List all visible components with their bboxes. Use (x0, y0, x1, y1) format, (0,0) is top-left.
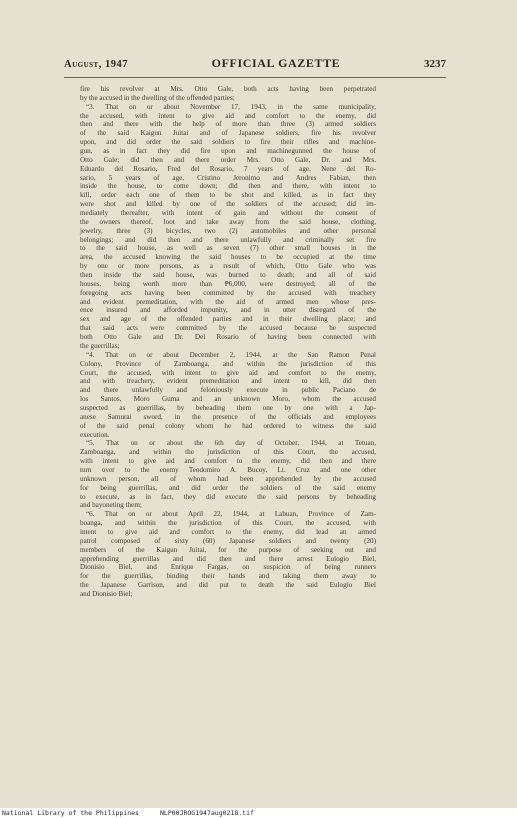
footer-library: National Library of the Philippines (2, 809, 139, 817)
text-line: Colony, Province of Zamboanga, and within the jurisdiction of this (80, 359, 376, 368)
scan-footer (0, 808, 517, 818)
text-line: anese Samurai sword, in the presence of the officials and employees (80, 412, 376, 421)
text-line: “5. That on or about the 6th day of October, 1944, at Tetuan, (86, 439, 376, 448)
text-line: and bayoneting them; (80, 501, 142, 510)
text-line: by one or more persons, as a result of which, Otto Gale who was (80, 262, 376, 271)
text-line: members of the Kaigun Juitai, for the purpose of seeking out and (80, 545, 376, 554)
text-line: Otto Gale; did then and there order Mrs. Otto Gale, Dr. and Mrs. (80, 155, 376, 164)
text-line: the Japanese Garrison, and did put to death the said Eulogio Biel (80, 581, 376, 590)
text-line: execution. (80, 430, 110, 439)
text-line: of the said penal colony whom he had ordered to witness the said (80, 421, 376, 430)
text-line: turn over to the enemy Teodomiro A. Bucoy, Lt. Cruz and one other (80, 465, 376, 474)
text-line: intent to give aid and comfort to the enemy, did lead an armed (80, 527, 376, 536)
text-line: that said acts were committed by the accused because he suspected (80, 324, 376, 333)
text-line: Court, the accused, with intent to give aid and comfort to the enemy, (80, 368, 376, 377)
text-line: “3. That on or about November 17, 1943, in the same municipality, (86, 102, 376, 111)
text-line: of the said Kaigun Juitai and of Japanese soldiers, fire his revolver (80, 129, 376, 138)
text-line: houses, being worth more than ₱6,000, were destroyed; all of the (80, 279, 376, 288)
text-line: gun, as in fact they did fire upon and machinegunned the house of (80, 147, 376, 156)
text-line: upon, and did order the said soldiers to fire their rifles and machine- (80, 138, 376, 147)
text-line: area, the accused knowing the said houses to be occupied at the time (80, 253, 376, 262)
text-line: boanga, and within the jurisdiction of this Court, the accused, with (80, 519, 376, 528)
text-line: fire his revolver at Mrs. Otto Gale, both acts having been perpetrated (80, 85, 376, 93)
text-line: were shot and killed by one of the soldiers of the accused; did im- (80, 200, 376, 209)
text-line: and there unlawfully and feloniously execute in public Paciano de (80, 386, 376, 395)
text-line: los Santos, Moro Guma and an unknown Moro, whom the accused (80, 395, 376, 404)
text-line: to execute, as in fact, they did execute the said persons by beheading (80, 492, 376, 501)
text-line: apprehending guerrillas and did then and there arrest Eulogio Biel, (80, 554, 376, 563)
text-line: suspected as guerrillas, by beheading them one by one with a Jap- (80, 403, 376, 412)
header-month: August, 1947 (64, 59, 128, 70)
text-line: for being guerrillas, and did order the soldiers of the said enemy (80, 483, 376, 492)
text-line: belongings; and did then and there unlawfully and criminally set fire (80, 235, 376, 244)
text-line: and Dionisio Biel; (80, 589, 133, 598)
text-line: Eduardo del Rosario, Fred del Rosario, 7 years of age, Nene del Ro- (80, 164, 376, 173)
text-line: with intent to give aid and comfort to the enemy, did then and there (80, 457, 376, 466)
text-line: jewelry, three (3) bicycles, two (2) automobiles and other personal (80, 226, 376, 235)
text-line: Zamboanga, and within the jurisdiction of this Court, the accused, (80, 448, 376, 457)
text-line: then inside the said house, was burned to death; and all of said (80, 271, 376, 280)
body-text (80, 85, 376, 599)
header-rule (64, 77, 446, 78)
text-line: and with treachery, evident premeditation and intent to kill, did then (80, 377, 376, 386)
publication-title: OFFICIAL GAZETTE (211, 56, 341, 70)
text-line: both Otto Gale and Dr. Del Rosario of having been connected with (80, 333, 376, 342)
text-line: unknown person, all of whom had been apprehended by the accused (80, 474, 376, 483)
text-line: by the accused in the dwelling of the offended parties; (80, 93, 235, 102)
footer-filename: NLP00JROG1947aug0218.tif (160, 809, 254, 817)
text-line: then and there with the help of more than three (3) armed soldiers (80, 120, 376, 129)
text-line: ence insured and afforded impunity, and in utter disregard of the (80, 306, 376, 315)
text-line: patrol composed of sixty (60) Japanese soldiers and twenty (20) (80, 536, 376, 545)
text-line: the guerrillas; (80, 341, 120, 350)
text-line: the owners thereof, loot and take away from the said house, clothing, (80, 217, 376, 226)
text-line: kill, order each one of them to be shot and killed, as in fact they (80, 191, 376, 200)
text-line: sario, 5 years of age, Cristino Jeronimo and Andres Fabian, then (80, 173, 376, 182)
text-line: “6. That on or about April 22, 1944, at Labuan, Province of Zam- (86, 510, 376, 519)
text-line: mediately thereafter, with intent of gain and without the consent of (80, 209, 376, 218)
text-line: the accused, with intent to give aid and comfort to the enemy, did (80, 111, 376, 120)
text-line: “4. That on or about December 2, 1944, at the San Ramon Penal (86, 350, 376, 359)
text-line: foregoing acts having been committed by the accused with treachery (80, 288, 376, 297)
text-line: for the guerrillas, binding their hands and taking them away to (80, 572, 376, 581)
text-line: to the said house, as well as seven (7) other small houses in the (80, 244, 376, 253)
text-line: inside the house, to come down; did then and there, with intent to (80, 182, 376, 191)
page-number: 3237 (424, 58, 446, 70)
text-line: Dionisio Biel, and Enrique Fargas, on suspicion of being runners (80, 563, 376, 572)
text-line: sex and age of the offended parties and in their dwelling place; and (80, 315, 376, 324)
text-line: and evident premeditation, with the aid of armed men whose pres- (80, 297, 376, 306)
running-header (64, 56, 446, 74)
